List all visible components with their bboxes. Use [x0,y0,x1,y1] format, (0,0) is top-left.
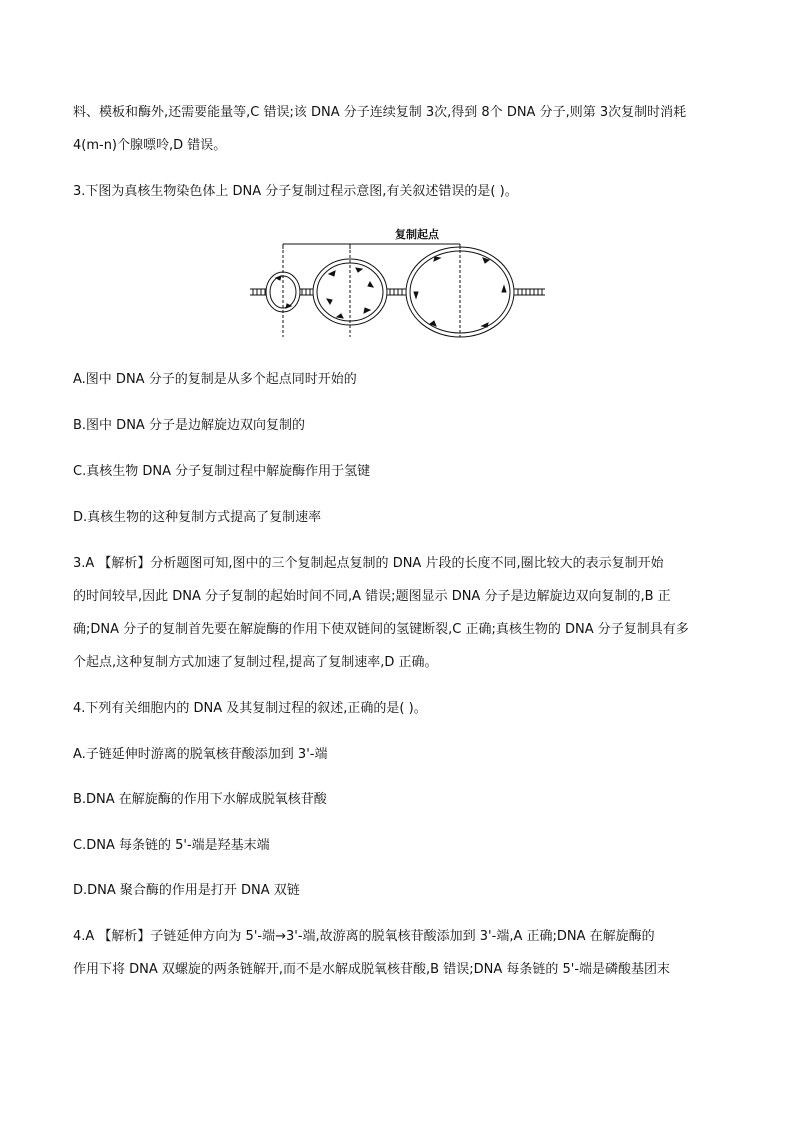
question-4-analysis-line-2: 作用下将 DNA 双螺旋的两条链解开,而不是水解成脱氧核苷酸,B 错误;DNA 每条链的 5'-端是磷酸基团末 [73,962,671,977]
question-3-analysis-line-4: 个起点,这种复制方式加速了复制过程,提高了复制速率,D 正确。 [73,655,438,670]
question-4-analysis-line-1: 4.A 【解析】子链延伸方向为 5'-端→3'-端,故游离的脱氧核苷酸添加到 3'-端,A 正确;DNA 在解旋酶的 [73,929,655,944]
dna-replication-diagram [250,222,550,344]
question-3-option-d: D.真核生物的这种复制方式提高了复制速率 [73,510,322,525]
question-3-option-a: A.图中 DNA 分子的复制是从多个起点同时开始的 [73,372,357,387]
question-4-option-a: A.子链延伸时游离的脱氧核苷酸添加到 3'-端 [73,747,328,762]
question-4-option-b: B.DNA 在解旋酶的作用下水解成脱氧核苷酸 [73,792,327,807]
question-3-analysis-line-3: 确;DNA 分子的复制首先要在解旋酶的作用下使双链间的氢键断裂,C 正确;真核生物的 DNA 分子复制具有多 [73,622,689,637]
prev-answer-line-2: 4(m-n)个腺嘌呤,D 错误。 [73,138,227,153]
question-3-analysis-line-1: 3.A 【解析】分析题图可知,图中的三个复制起点复制的 DNA 片段的长度不同,圈比较大的表示复制开始 [73,556,664,571]
origin-bracket [283,244,460,249]
question-4-option-d: D.DNA 聚合酶的作用是打开 DNA 双链 [73,883,300,898]
replication-origin-label: 复制起点 [395,228,439,241]
question-4-option-c: C.DNA 每条链的 5'-端是羟基末端 [73,838,270,853]
question-3-analysis-line-2: 的时间较早,因此 DNA 分子复制的起始时间不同,A 错误;题图显示 DNA 分子是边解旋边双向复制的,B 正 [73,589,671,604]
question-3-option-b: B.图中 DNA 分子是边解旋边双向复制的 [73,418,305,433]
prev-answer-line-1: 料、模板和酶外,还需要能量等,C 错误;该 DNA 分子连续复制 3次,得到 8个 DNA 分子,则第 3次复制时消耗 [73,105,687,120]
question-4-stem: 4.下列有关细胞内的 DNA 及其复制过程的叙述,正确的是( )。 [73,701,427,716]
question-3-stem: 3.下图为真核生物染色体上 DNA 分子复制过程示意图,有关叙述错误的是( )。 [73,184,518,199]
question-3-option-c: C.真核生物 DNA 分子复制过程中解旋酶作用于氢键 [73,464,371,479]
